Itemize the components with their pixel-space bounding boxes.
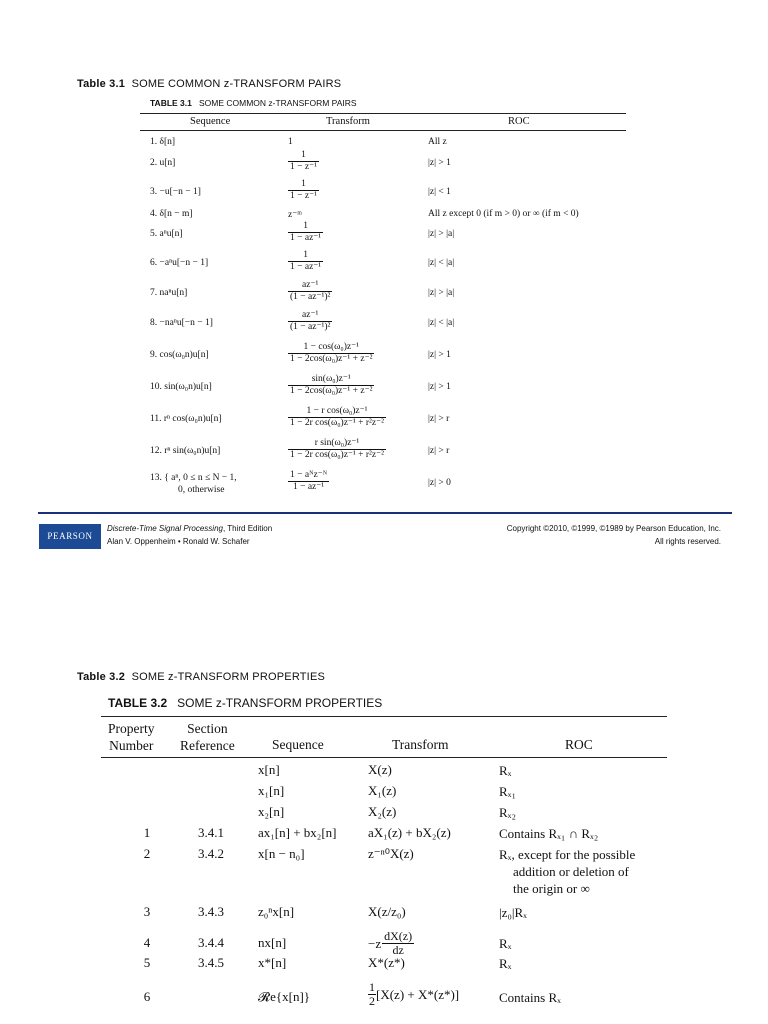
table2-row-property: 1 <box>143 825 151 840</box>
table1-header-rule <box>140 130 626 131</box>
table2-row-transform: aX₁(z) + bX₂(z) <box>368 825 451 840</box>
table2-row-transform <box>368 981 459 1008</box>
fraction-numerator: 1 <box>303 250 308 260</box>
table2-row-sequence: x[n − n₀] <box>258 846 305 861</box>
table1-row-transform <box>288 250 323 273</box>
table2-row-section: 3.4.3 <box>198 904 224 919</box>
table1-row-transform <box>288 406 386 429</box>
table2-row-section: 3.4.4 <box>198 935 224 950</box>
table1-top-rule <box>140 113 626 114</box>
table2-row-transform: X(z) <box>368 762 392 777</box>
table2-header-rule <box>101 757 667 758</box>
table1-inner-title-text: SOME COMMON z-TRANSFORM PAIRS <box>198 98 357 108</box>
table1-row-sequence: 6. −aⁿu[−n − 1] <box>150 258 209 268</box>
table2-row-sequence: ax₁[n] + bx₂[n] <box>258 825 337 840</box>
fraction-numerator: 1 <box>301 150 306 160</box>
table1-row-sequence: 9. cos(ω₀n)u[n] <box>150 350 209 360</box>
table1-row-transform <box>288 280 332 303</box>
table1-row-sequence: 3. −u[−n − 1] <box>150 187 201 197</box>
table2-caption-title: SOME z-TRANSFORM PROPERTIES <box>131 671 326 683</box>
fraction-numerator: 1 − aᴺz⁻ᴺ <box>290 470 328 480</box>
table2-row-transform: z⁻ⁿ⁰X(z) <box>368 846 414 861</box>
table1-row-roc: All z except 0 (if m > 0) or ∞ (if m < 0) <box>428 209 579 219</box>
table1-caption-number: Table 3.1 <box>77 78 126 90</box>
fraction-numerator: r sin(ω₀)z⁻¹ <box>314 438 360 448</box>
table2-row-sequence: x₂[n] <box>258 804 285 819</box>
table2-row-transform: X₁(z) <box>368 783 397 798</box>
table1-header-transform: Transform <box>326 116 370 127</box>
fraction-numerator: az⁻¹ <box>302 280 319 290</box>
table1-row-sequence: 7. naⁿu[n] <box>150 288 188 298</box>
transform-rest: [X(z) + X*(z*)] <box>376 986 460 1002</box>
fraction-denominator: 1 − 2r cos(ω₀)z⁻¹ + r²z⁻² <box>290 449 384 460</box>
fraction-denominator: (1 − az⁻¹)² <box>290 321 331 332</box>
table2-row-property: 5 <box>143 955 151 970</box>
fraction-denominator: 1 − 2cos(ω₀)z⁻¹ + z⁻² <box>290 353 373 364</box>
fraction-numerator: az⁻¹ <box>302 310 319 320</box>
fraction-numerator: 1 <box>303 221 308 231</box>
table1-caption <box>77 78 341 90</box>
table1-row-transform <box>288 470 329 493</box>
fraction-denominator: 1 − 2cos(ω₀)z⁻¹ + z⁻² <box>290 385 373 396</box>
table1-row-transform <box>288 310 332 333</box>
table2-row-property: 3 <box>143 904 151 919</box>
fraction-numerator: 1 <box>369 980 375 994</box>
table2-header-property <box>108 720 155 754</box>
roc-line: Rₓ, except for the possible <box>499 847 636 862</box>
table2-row-transform: X₂(z) <box>368 804 397 819</box>
table2-row-sequence: nx[n] <box>258 935 287 950</box>
derivative-fraction <box>382 930 414 957</box>
table1-header-roc: ROC <box>508 116 530 127</box>
table2-row-section: 3.4.2 <box>198 846 224 861</box>
table1-row-sequence: 4. δ[n − m] <box>150 209 193 219</box>
table2-header-section <box>180 720 235 754</box>
table2-inner-label: TABLE 3.2 <box>108 696 168 710</box>
table2-row-transform: X(z/z₀) <box>368 904 406 919</box>
table1-header-sequence: Sequence <box>190 116 231 127</box>
table2-row-roc <box>499 846 635 897</box>
table1-row-transform <box>288 179 319 202</box>
table1-row-roc: |z| > 0 <box>428 478 451 488</box>
piecewise-line-2: 0, otherwise <box>178 485 225 495</box>
fraction-numerator: 1 <box>301 179 306 189</box>
table1-row-roc: |z| > r <box>428 414 450 424</box>
half-fraction <box>368 981 376 1008</box>
table1-row-roc: |z| > 1 <box>428 158 451 168</box>
table1-row-transform <box>288 374 374 397</box>
table1-row-transform <box>288 342 374 365</box>
table2-inner-title-text: SOME z-TRANSFORM PROPERTIES <box>177 696 383 710</box>
table2-row-roc: Rₓ₁ <box>499 784 516 799</box>
table2-row-sequence: x[n] <box>258 762 280 777</box>
table2-row-roc: Rₓ <box>499 936 512 951</box>
table2-top-rule <box>101 716 667 717</box>
table2-header-roc: ROC <box>565 737 593 752</box>
header-line: Reference <box>180 738 235 753</box>
book-edition: , Third Edition <box>222 524 273 533</box>
table2-row-sequence: 𝓡e{x[n]} <box>258 989 311 1004</box>
book-title <box>107 524 272 533</box>
table2-row-roc: Rₓ <box>499 956 512 971</box>
table1-row-sequence: 1. δ[n] <box>150 137 176 147</box>
table1-row-transform: 1 <box>288 137 293 147</box>
piecewise-line-1: 13. { aⁿ, 0 ≤ n ≤ N − 1, <box>150 473 237 483</box>
table1-row-roc: |z| < |a| <box>428 318 455 328</box>
table1-row-roc: |z| > 1 <box>428 382 451 392</box>
header-line: Number <box>109 738 154 753</box>
table1-row-roc: |z| < |a| <box>428 258 455 268</box>
table1-row-roc: |z| > |a| <box>428 288 455 298</box>
fraction-denominator: 1 − z⁻¹ <box>290 190 317 201</box>
pearson-logo: PEARSON <box>39 524 101 549</box>
table1-row-sequence <box>150 472 237 496</box>
table1-row-sequence: 10. sin(ω₀n)u[n] <box>150 382 212 392</box>
book-authors: Alan V. Oppenheim • Ronald W. Schafer <box>107 537 250 546</box>
table2-row-roc: Contains Rₓ₁ ∩ Rₓ₂ <box>499 826 599 841</box>
table1-row-transform <box>288 150 319 173</box>
table2-row-roc: Contains Rₓ <box>499 990 561 1005</box>
table1-row-roc: |z| < 1 <box>428 187 451 197</box>
table1-row-roc: |z| > 1 <box>428 350 451 360</box>
table1-row-roc: |z| > |a| <box>428 229 455 239</box>
rights-notice: All rights reserved. <box>654 537 721 546</box>
table2-inner-title <box>108 696 382 710</box>
table2-row-transform <box>368 930 414 957</box>
table2-row-property: 4 <box>143 935 151 950</box>
footer-divider <box>38 512 732 514</box>
table1-row-roc: |z| > r <box>428 446 450 456</box>
fraction-denominator: 2 <box>369 994 375 1008</box>
header-line: Section <box>187 721 228 736</box>
fraction-numerator: 1 − cos(ω₀)z⁻¹ <box>303 342 359 352</box>
fraction-denominator: 1 − 2r cos(ω₀)z⁻¹ + r²z⁻² <box>290 417 384 428</box>
table2-row-section: 3.4.5 <box>198 955 224 970</box>
fraction-numerator: dX(z) <box>384 929 413 943</box>
fraction-numerator: 1 − r cos(ω₀)z⁻¹ <box>306 406 368 416</box>
book-title-italic: Discrete-Time Signal Processing <box>107 524 223 533</box>
table1-row-roc: All z <box>428 137 447 147</box>
table1-row-transform: z⁻ᵐ <box>288 210 302 220</box>
table1-inner-title <box>150 98 357 108</box>
copyright-notice: Copyright ©2010, ©1999, ©1989 by Pearson Education, Inc. <box>506 524 721 533</box>
table2-header-transform: Transform <box>392 737 449 752</box>
table2-row-transform: X*(z*) <box>368 955 405 970</box>
table1-row-sequence: 2. u[n] <box>150 158 176 168</box>
table2-row-roc: Rₓ <box>499 763 512 778</box>
table1-row-sequence: 12. rⁿ sin(ω₀n)u[n] <box>150 446 221 456</box>
table2-row-property: 6 <box>143 989 151 1004</box>
fraction-denominator: (1 − az⁻¹)² <box>290 291 331 302</box>
table2-row-property: 2 <box>143 846 151 861</box>
fraction-denominator: 1 − z⁻¹ <box>290 161 317 172</box>
fraction-numerator: sin(ω₀)z⁻¹ <box>311 374 351 384</box>
table1-caption-title: SOME COMMON z-TRANSFORM PAIRS <box>131 78 342 90</box>
transform-prefix: −z <box>368 935 382 951</box>
table1-row-sequence: 5. aⁿu[n] <box>150 229 183 239</box>
table2-row-sequence: x*[n] <box>258 955 287 970</box>
header-line: Property <box>108 721 155 736</box>
table2-caption-number: Table 3.2 <box>77 671 126 683</box>
fraction-denominator: 1 − az⁻¹ <box>288 481 329 493</box>
table2-row-sequence: z₀ⁿx[n] <box>258 904 295 919</box>
fraction-denominator: 1 − az⁻¹ <box>290 232 322 243</box>
table2-row-roc: |z₀|Rₓ <box>499 905 527 920</box>
roc-line: addition or deletion of <box>513 864 629 879</box>
table1-row-sequence: 11. rⁿ cos(ω₀n)u[n] <box>150 414 222 424</box>
table1-row-transform <box>288 221 323 244</box>
table1-row-sequence: 8. −naⁿu[−n − 1] <box>150 318 213 328</box>
table1-inner-label: TABLE 3.1 <box>150 98 192 108</box>
roc-line: the origin or ∞ <box>513 881 590 896</box>
fraction-denominator: 1 − az⁻¹ <box>290 261 322 272</box>
fraction-denominator: dz <box>392 943 404 957</box>
table2-header-sequence: Sequence <box>272 737 324 752</box>
table2-row-sequence: x₁[n] <box>258 783 285 798</box>
table2-row-section: 3.4.1 <box>198 825 224 840</box>
table1-row-transform <box>288 438 386 461</box>
table2-caption <box>77 671 325 683</box>
table2-row-roc: Rₓ₂ <box>499 805 516 820</box>
